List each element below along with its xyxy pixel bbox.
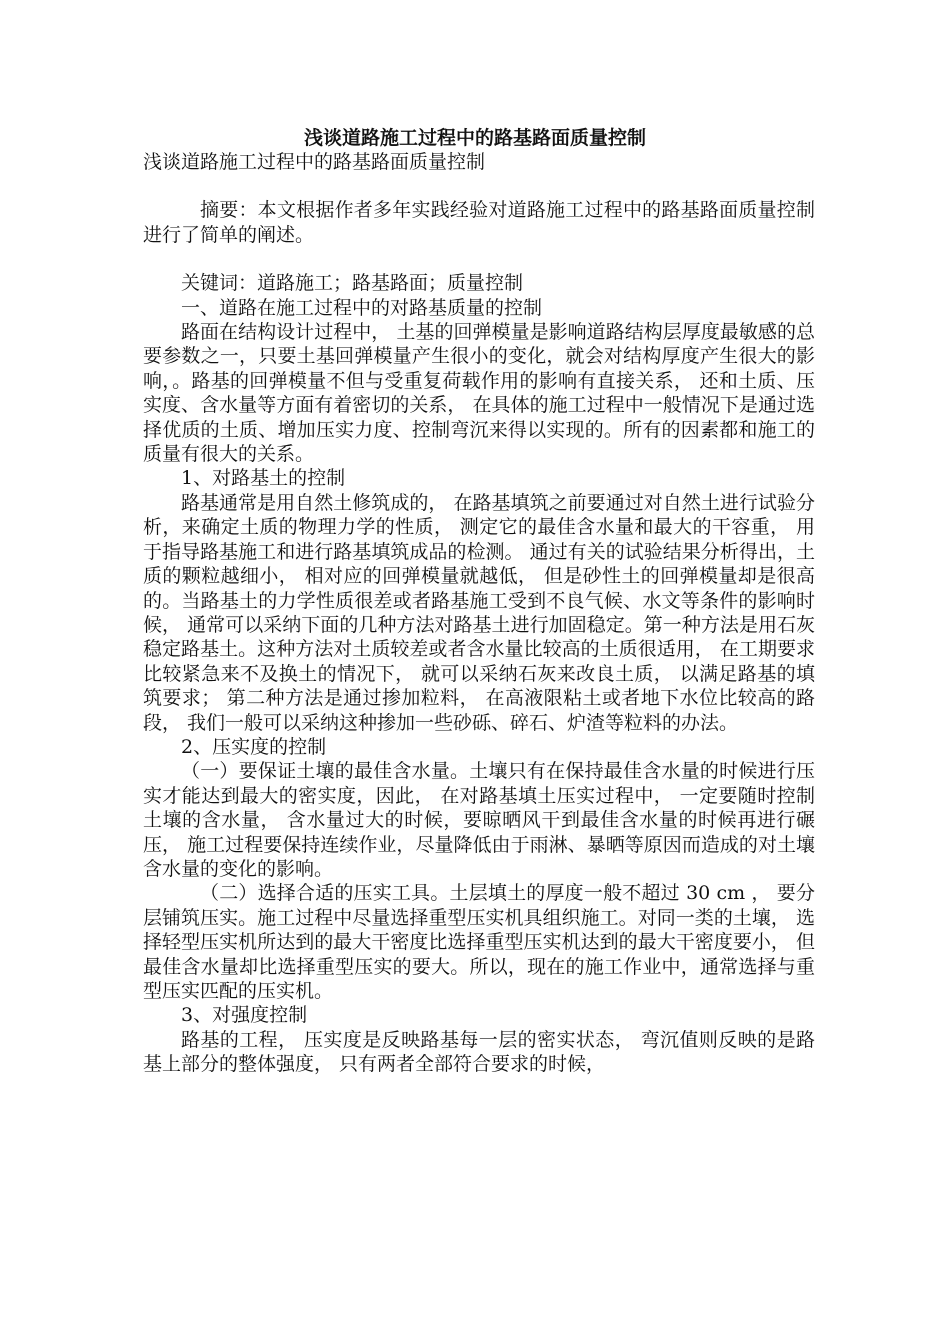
section-1-paragraph: 路面在结构设计过程中， 土基的回弹模量是影响道路结构层厚度最敏感的总要参数之一，只要土基回弹模量产生很小的变化，就会对结构厚度产生很大的影响，。路基的回弹模量不但与受重复荷载作用的影响有直接关系， 还和土质、压实度、含水量等方面有着密切的关系， 在具体的施工过程中一般情况下是通过选择优质的土质、增加压实力度、控制弯沉来得以实现的。所有的因素都和施工的质量有很大的关系。 [143,321,815,466]
section-1-heading: 一、道路在施工过程中的对路基质量的控制 [181,296,543,319]
subsection-3-heading: 3、对强度控制 [181,1004,308,1027]
document-body [143,150,815,1077]
spacer [143,174,815,198]
subsection-1-paragraph: 路基通常是用自然土修筑成的， 在路基填筑之前要通过对自然土进行试验分析，来确定土质的物理力学的性质， 测定它的最佳含水量和最大的干容重， 用于指导路基施工和进行路基填筑成品的检测。 通过有关的试验结果分析得出，土质的颗粒越细小， 相对应的回弹模量就越低， 但是砂性土的回弹模量却是很高的。当路基土的力学性质很差或者路基施工受到不良气候、水文等条件的影响时候， 通常可以采纳下面的几种方法对路基土进行加固稳定。第一种方法是用石灰稳定路基土。这种方法对土质较差或者含水量比较高的土质很适用， 在工期要求比较紧急来不及换土的情况下， 就可以采纳石灰来改良土质， 以满足路基的填筑要求； 第二种方法是通过掺加粒料， 在高液限粘土或者地下水位比较高的路段， 我们一般可以采纳这种掺加一些砂砾、碎石、炉渣等粒料的办法。 [143,491,815,734]
abstract-paragraph: 摘要：本文根据作者多年实践经验对道路施工过程中的路基路面质量控制进行了简单的阐述。 [143,199,815,246]
spacer [143,247,815,271]
subsection-2-paragraph-2: （二）选择合适的压实工具。土层填土的厚度一般不超过 30 cm ， 要分层铺筑压实。施工过程中尽量选择重型压实机具组织施工。对同一类的土壤， 选择轻型压实机所达到的最大干密度比选择重型压实机达到的最大干密度要小， 但最佳含水量却比选择重型压实的要大。所以，现在的施工作业中，通常选择与重型压实匹配的压实机。 [143,882,815,1002]
keywords-line: 关键词：道路施工；路基路面；质量控制 [181,272,524,295]
subsection-2-heading: 2、压实度的控制 [181,735,327,758]
document-subtitle: 浅谈道路施工过程中的路基路面质量控制 [143,151,486,173]
subsection-3-paragraph: 路基的工程， 压实度是反映路基每一层的密实状态， 弯沉值则反映的是路基上部分的整体强度， 只有两者全部符合要求的时候， [143,1028,815,1076]
subsection-1-heading: 1、对路基土的控制 [181,467,346,490]
document-title: 浅谈道路施工过程中的路基路面质量控制 [303,127,646,149]
subsection-2-paragraph-1: （一）要保证土壤的最佳含水量。土壤只有在保持最佳含水量的时候进行压实才能达到最大的密实度，因此， 在对路基填土压实过程中， 一定要随时控制土壤的含水量， 含水量过大的时候，要晾晒风干到最佳含水量的时候再进行碾压， 施工过程要保持连续作业，尽量降低由于雨淋、暴晒等原因而造成的对土壤含水量的变化的影响。 [143,760,815,880]
